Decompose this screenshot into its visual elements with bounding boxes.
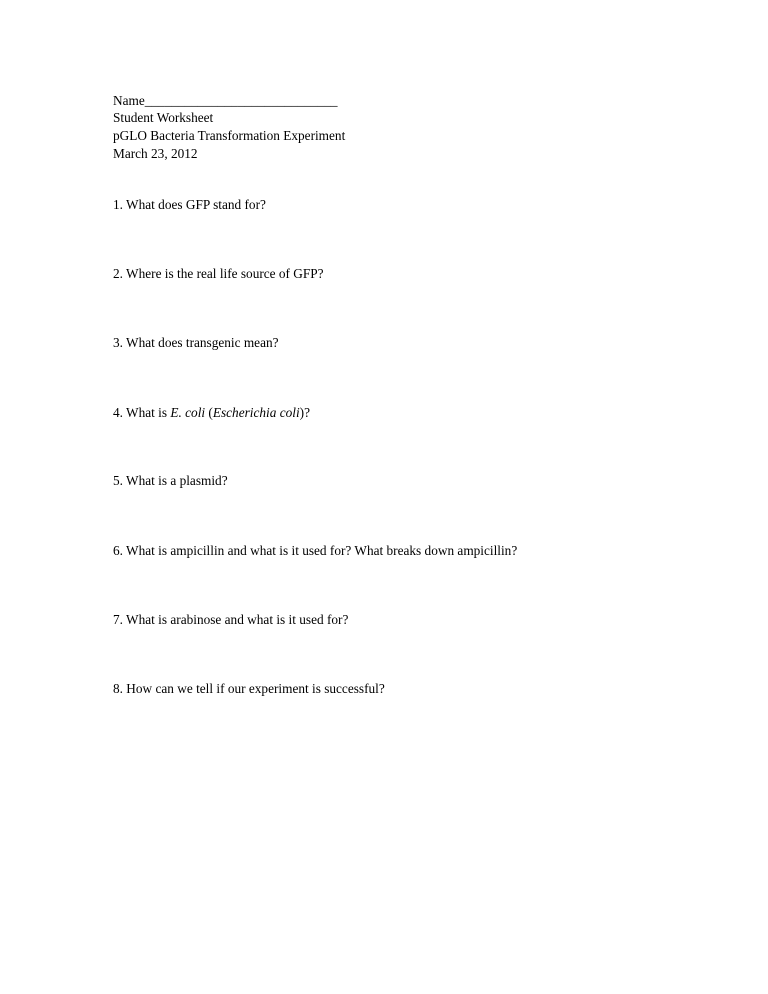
question-2: 2. Where is the real life source of GFP?	[113, 266, 324, 281]
question-4-escherichia-coli: Escherichia coli	[212, 405, 300, 420]
question-4-suffix: )?	[299, 405, 310, 420]
worksheet-date: March 23, 2012	[113, 146, 198, 161]
name-line: Name_____________________________	[113, 93, 338, 108]
question-7: 7. What is arabinose and what is it used for?	[113, 612, 349, 627]
question-6: 6. What is ampicillin and what is it used for? What breaks down ampicillin?	[113, 543, 518, 558]
question-1: 1. What does GFP stand for?	[113, 197, 266, 212]
experiment-title: pGLO Bacteria Transformation Experiment	[113, 128, 346, 143]
question-4-middle: (	[205, 405, 213, 420]
question-4-prefix: 4. What is	[113, 405, 171, 420]
question-4	[113, 404, 310, 422]
worksheet-title: Student Worksheet	[113, 110, 214, 125]
question-8: 8. How can we tell if our experiment is successful?	[113, 681, 385, 696]
question-4-ecoli: E. coli	[170, 405, 206, 420]
question-3: 3. What does transgenic mean?	[113, 335, 279, 350]
question-5: 5. What is a plasmid?	[113, 473, 228, 488]
